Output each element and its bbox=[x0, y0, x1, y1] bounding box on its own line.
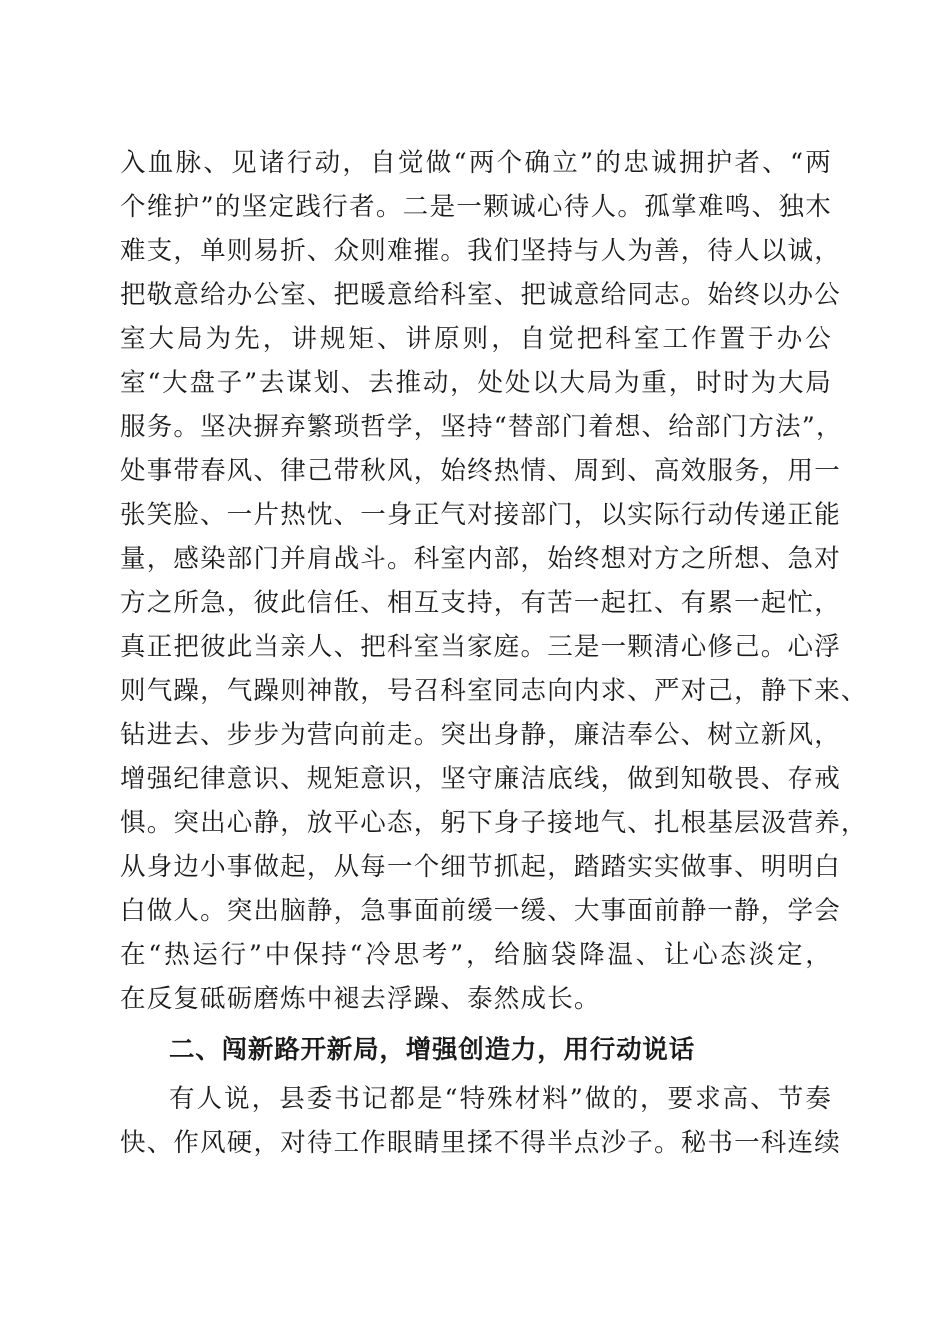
body-text-line: 在反复砥砺磨炼中褪去浮躁、泰然成长。 bbox=[120, 984, 601, 1014]
body-text-line: 钻进去、步步为营向前走。突出身静，廉洁奉公、树立新风， bbox=[120, 720, 841, 750]
body-text-line: 室“大盘子”去谋划、去推动，处处以大局为重，时时为大局 bbox=[120, 368, 832, 398]
body-text-line: 从身边小事做起，从每一个细节抓起，踏踏实实做事、明明白 bbox=[120, 852, 841, 882]
body-text-line: 在“热运行”中保持“冷思考”，给脑袋降温、让心态淡定， bbox=[120, 940, 832, 970]
body-text-line: 则气躁，气躁则神散，号召科室同志向内求、严对己，静下来、 bbox=[120, 676, 868, 706]
body-text-line: 快、作风硬，对待工作眼睛里揉不得半点沙子。秘书一科连续 bbox=[120, 1128, 841, 1158]
body-text-line: 方之所急，彼此信任、相互支持，有苦一起扛、有累一起忙， bbox=[120, 588, 841, 618]
body-text-line: 处事带春风、律己带秋风，始终热情、周到、高效服务，用一 bbox=[120, 456, 841, 486]
body-text-line: 室大局为先，讲规矩、讲原则，自觉把科室工作置于办公 bbox=[120, 324, 832, 354]
body-text-line: 惧。突出心静，放平心态，躬下身子接地气、扎根基层汲营养， bbox=[120, 808, 868, 838]
body-text-line: 量，感染部门并肩战斗。科室内部，始终想对方之所想、急对 bbox=[120, 544, 841, 574]
body-text-line: 把敬意给办公室、把暖意给科室、把诚意给同志。始终以办公 bbox=[120, 280, 841, 310]
body-text-line: 难支，单则易折、众则难摧。我们坚持与人为善，待人以诚， bbox=[120, 236, 841, 266]
body-text-line: 服务。坚决摒弃繁琐哲学，坚持“替部门着想、给部门方法”， bbox=[120, 412, 843, 442]
body-text-line: 有人说，县委书记都是“特殊材料”做的，要求高、节奏 bbox=[169, 1084, 832, 1114]
body-text-line: 个维护”的坚定践行者。二是一颗诚心待人。孤掌难鸣、独木 bbox=[120, 192, 832, 222]
body-text-line: 张笑脸、一片热忱、一身正气对接部门，以实际行动传递正能 bbox=[120, 500, 841, 530]
body-text-line: 增强纪律意识、规矩意识，坚守廉洁底线，做到知敬畏、存戒 bbox=[120, 764, 841, 794]
body-text-line: 白做人。突出脑静，急事面前缓一缓、大事面前静一静，学会 bbox=[120, 896, 841, 926]
body-text-line: 入血脉、见诸行动，自觉做“两个确立”的忠诚拥护者、“两 bbox=[120, 148, 832, 178]
body-text-line: 真正把彼此当亲人、把科室当家庭。三是一颗清心修己。心浮 bbox=[120, 632, 841, 662]
section-heading: 二、闯新路开新局，增强创造力，用行动说话 bbox=[169, 1035, 696, 1065]
